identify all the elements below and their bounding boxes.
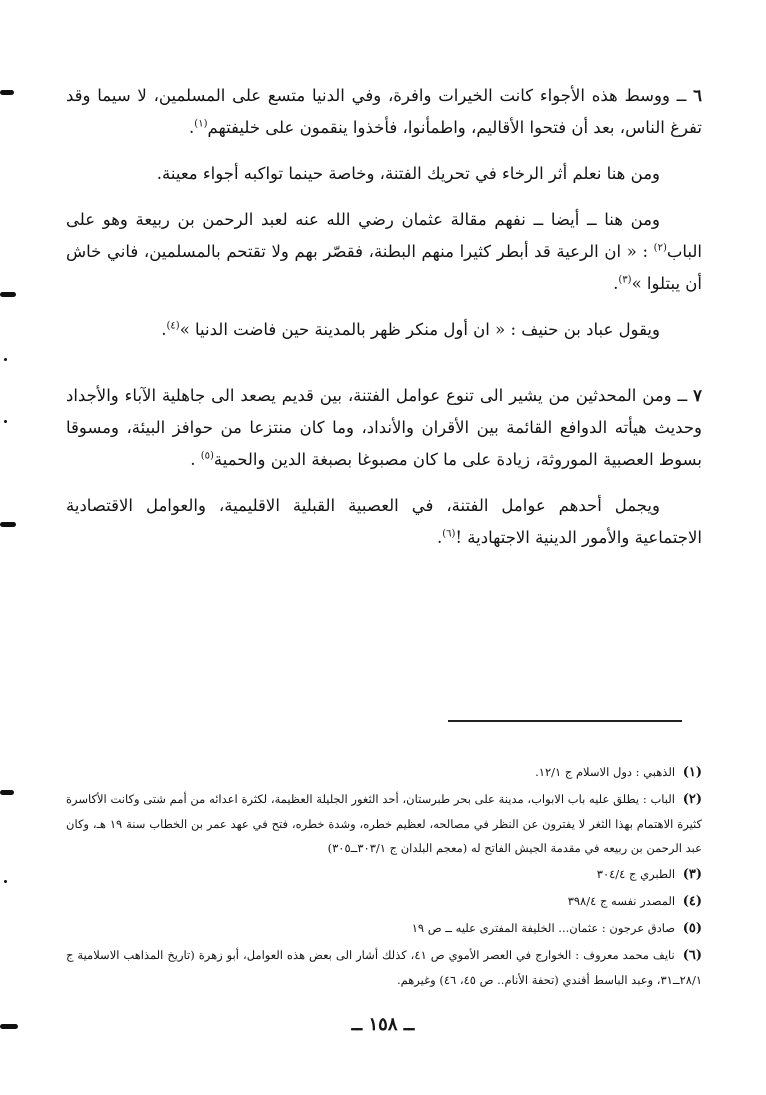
scan-mark [0, 522, 16, 527]
footnote-number: (٣) [682, 867, 702, 882]
scan-mark [0, 90, 14, 95]
paragraph-6 [66, 80, 702, 144]
scan-mark [0, 790, 14, 795]
paragraph-tail: . [190, 450, 201, 469]
paragraph-text: ــ ووسط هذه الأجواء كانت الخيرات وافرة، وفي الدنيا متسع على المسلمين، لا سيما وقد تفرغ الناس، بعد أن فتحوا الأقاليم، واطمأنوا، فأخذوا ينقمون على خليفتهم [66, 86, 702, 137]
footnote-text: نايف محمد معروف : الخوارج في العصر الأموي ص ٤١، كذلك أشار الى بعض هذه العوامل، أبو زهرة (تاريخ المذاهب الاسلامية ج ٢٨/١ــ٣١، وعبد الباسط أفندي (تحفة الأنام.. ص ٤٥، ٤٦) وغيرهم. [66, 948, 702, 987]
paragraph-text: ومن هنا ــ أيضا ــ نفهم مقالة عثمان رضي الله عنه لعبد الرحمن بن ربيعة وهو على الباب [66, 210, 702, 261]
scan-mark [4, 358, 7, 361]
paragraph-text: ــ ومن المحدثين من يشير الى تنوع عوامل الفتنة، بين قديم يصعد الى جاهلية الآباء والأجداد وحديث هيأته الدوافع القائمة بين الأقران والأنداد، وما كان منتزعا من حوافز البيئة، ومسوقا بسوط العصبية الموروثة، زيادة على ما كان مصبوغا بصبغة الدين والحمية [66, 386, 702, 469]
paragraph-text: ومن هنا نعلم أثر الرخاء في تحريك الفتنة، وخاصة حينما تواكبه أجواء معينة. [156, 164, 660, 183]
footnote-text: الباب : يطلق عليه باب الابواب، مدينة على بحر طبرستان، أحد الثغور الجليلة العظيمة، لكثرة اعدائه من أمم شتى وكانت الأكاسرة كثيرة الاهتمام بهذا الثغر لا يفترون عن النظر في مصالحه، لعظيم خطره، وشدة خطره، فتح في عهد عمر بن الخطاب سنة ١٩ هـ، وكان عبد الرحمن بن ربيعه في مقدمة الجيش الفاتح له (معجم البلدان ج ٣٠٣/١ــ٣٠٥) [66, 792, 702, 855]
paragraph [66, 204, 702, 300]
footnote-ref: (٢) [653, 242, 667, 254]
footnote [66, 760, 702, 785]
paragraph-tail: . [436, 528, 443, 547]
footnote-text: المصدر نفسه ج ٣٩٨/٤ [567, 894, 676, 908]
footnote [66, 889, 702, 914]
paragraph [66, 158, 702, 190]
footnote [66, 787, 702, 860]
footnote-ref: (٦) [442, 528, 456, 540]
paragraph-text: ويجمل أحدهم عوامل الفتنة، في العصبية القبلية الاقليمية، والعوامل الاقتصادية الاجتماعية والأمور الدينية الاجتهادية ! [66, 496, 702, 547]
footnote-number: (٤) [682, 894, 702, 909]
footnote [66, 862, 702, 887]
footnote-text: صادق عرجون : عثمان... الخليفة المفترى عليه ــ ص ١٩ [411, 921, 676, 935]
footnote-number: (١) [682, 765, 702, 780]
scan-mark [0, 292, 16, 297]
footnote-number: (٥) [682, 921, 702, 936]
paragraph-7 [66, 380, 702, 476]
page-number: ــ ١٥٨ ــ [351, 1014, 415, 1035]
paragraph-text: ويقول عباد بن حنيف : « ان أول منكر ظهر بالمدينة حين فاضت الدنيا » [179, 320, 660, 339]
paragraph-tail: . [613, 274, 619, 293]
quote-text: : « ان الرعية قد أبطر كثيرا منهم البطنة، فقصّر بهم ولا تقتحم بالمسلمين، فاني خاش أن يبتلوا » [66, 242, 702, 293]
footnote-ref: (١) [194, 118, 208, 130]
paragraph-tail: . [161, 320, 167, 339]
main-text [66, 80, 702, 568]
footnotes [66, 760, 702, 994]
paragraph-number: ٦ [693, 86, 702, 105]
footnote-text: الطبري ج ٣٠٤/٤ [596, 867, 676, 881]
footnote-ref: (٤) [166, 320, 180, 332]
paragraph [66, 490, 702, 554]
footnote-ref: (٥) [200, 450, 214, 462]
paragraph-tail: . [189, 118, 195, 137]
scan-mark [4, 420, 7, 423]
paragraph-number: ٧ [693, 386, 702, 405]
footnote [66, 916, 702, 941]
footnote-number: (٢) [682, 792, 702, 807]
footnote [66, 943, 702, 992]
footnote-number: (٦) [682, 948, 703, 963]
scan-mark [4, 880, 7, 883]
footnote-text: الذهبي : دول الاسلام ج ١٢/١. [535, 765, 676, 779]
footnote-ref: (٣) [618, 274, 632, 286]
footnote-separator [448, 720, 682, 722]
paragraph [66, 314, 702, 346]
